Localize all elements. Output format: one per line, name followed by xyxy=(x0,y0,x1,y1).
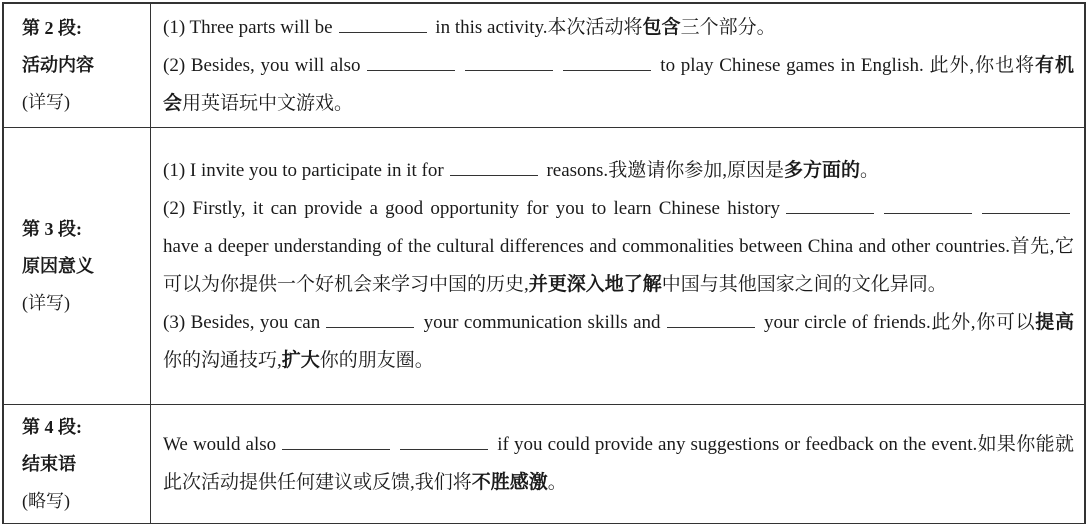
blank-field[interactable] xyxy=(667,326,755,328)
section-title: 结束语 xyxy=(22,453,76,474)
zh-keyword: 并更深入地了解 xyxy=(528,274,662,295)
zh-text: 用英语玩中文游戏。 xyxy=(182,92,354,114)
zh-text: 首先,它可以为你提供一个好机会来学习中国的历史, xyxy=(163,236,1074,295)
content-line xyxy=(163,426,1074,502)
section-number: 第 2 段: xyxy=(22,18,82,38)
en-text: (2) Firstly, it can provide a good opportunity for you to learn Chinese history xyxy=(163,198,780,219)
blank-field[interactable] xyxy=(884,212,972,214)
content-line xyxy=(163,9,1074,47)
section-content-cell xyxy=(151,128,1085,405)
section-number: 第 3 段: xyxy=(22,218,82,239)
blank-field[interactable] xyxy=(465,69,553,71)
section-content-cell xyxy=(151,405,1085,524)
en-text: (1) I invite you to participate in it for xyxy=(163,160,444,181)
section-note: (详写) xyxy=(22,92,70,112)
blank-field[interactable] xyxy=(786,212,874,214)
blank-field[interactable] xyxy=(339,31,427,33)
en-text: if you could provide any suggestions or feedback on the event. xyxy=(497,434,978,455)
content-line xyxy=(163,304,1074,380)
zh-text: 你的沟通技巧, xyxy=(163,350,282,371)
en-text: in this activity. xyxy=(435,16,548,38)
blank-field[interactable] xyxy=(450,174,538,176)
en-text: (1) Three parts will be xyxy=(163,16,333,38)
zh-text: 。 xyxy=(859,160,879,181)
zh-keyword: 有机会 xyxy=(163,54,1075,114)
en-text: have a deeper understanding of the cultural differences and commonalities between China and other countries. xyxy=(163,236,1010,257)
section-label-cell xyxy=(4,405,151,524)
content-line xyxy=(163,47,1074,123)
zh-keyword: 提高 xyxy=(1035,312,1074,333)
section-title: 原因意义 xyxy=(22,255,94,276)
blank-field[interactable] xyxy=(326,326,414,328)
zh-keyword: 扩大 xyxy=(281,350,320,371)
zh-keyword: 不胜感激 xyxy=(471,472,548,493)
blank-field[interactable] xyxy=(400,448,488,450)
blank-field[interactable] xyxy=(563,69,651,71)
section-label-cell xyxy=(4,4,151,128)
blank-field[interactable] xyxy=(367,69,455,71)
zh-text: 我邀请你参加,原因是 xyxy=(608,160,784,181)
zh-text: 本次活动将 xyxy=(547,16,643,38)
section-number: 第 4 段: xyxy=(22,416,82,437)
table-row xyxy=(4,405,1085,524)
blank-field[interactable] xyxy=(982,212,1070,214)
section-label-cell xyxy=(4,128,151,405)
zh-text: 。 xyxy=(547,472,567,493)
section-note: (详写) xyxy=(22,292,70,313)
section-note: (略写) xyxy=(22,490,70,511)
content-line xyxy=(163,152,1074,190)
blank-field[interactable] xyxy=(282,448,390,450)
section-title: 活动内容 xyxy=(22,55,94,75)
en-text: your circle of friends. xyxy=(764,312,931,333)
zh-keyword: 多方面的 xyxy=(783,160,860,181)
en-text: (3) Besides, you can xyxy=(163,312,321,333)
zh-text: 中国与其他国家之间的文化异同。 xyxy=(661,274,947,295)
zh-text: 此外,你也将 xyxy=(929,54,1036,76)
zh-text: 如果你能就此次活动提供任何建议或反馈,我们将 xyxy=(163,434,1074,493)
zh-text: 此外,你可以 xyxy=(930,312,1036,333)
table-row xyxy=(4,128,1085,405)
zh-text: 你的朋友圈。 xyxy=(319,350,434,371)
outline-table xyxy=(2,2,1086,524)
en-text: We would also xyxy=(163,434,277,455)
en-text: to play Chinese games in English. xyxy=(660,54,924,76)
en-text: your communication skills and xyxy=(423,312,661,333)
zh-keyword: 包含 xyxy=(642,16,681,38)
en-text: reasons. xyxy=(546,160,609,181)
en-text: (2) Besides, you will also xyxy=(163,54,361,76)
table-row xyxy=(4,4,1085,128)
section-content-cell xyxy=(151,4,1085,128)
zh-text: 三个部分。 xyxy=(680,16,776,38)
content-line xyxy=(163,190,1074,304)
